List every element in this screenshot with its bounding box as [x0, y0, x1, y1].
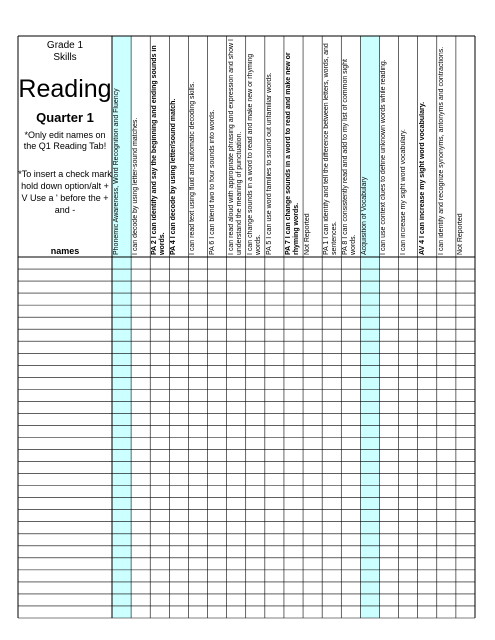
skill-column-header: Not Reported: [456, 213, 464, 255]
quarter-label: Quarter 1: [36, 110, 94, 125]
sheet-header-panel: [18, 36, 112, 256]
skill-column-header: I can read aloud with appropriate phrasing and expression and show I understand the meaning of punctuation.: [227, 39, 243, 255]
skill-column-header: PA 2 I can identify and say the beginning and ending sounds in words.: [151, 45, 167, 255]
check-mark-note: *To insert a check mark hold down option/alt + V Use a ' before the + and -: [18, 169, 112, 215]
skill-column-header: PA 1 I can identify and tell the difference between letters, words, and sentences.: [323, 43, 339, 255]
skill-column-header: PA 4 I can decode by using letter/sound match.: [170, 98, 178, 255]
skill-column-header: Phonemic Awareness, Word Recognition and Fluency: [113, 88, 120, 255]
edit-names-note: *Only edit names on the Q1 Reading Tab!: [23, 130, 107, 151]
skill-column-header: PA 7 I can change sounds in a word to read and make new or rhyming words.: [284, 52, 300, 255]
skill-column-header: I can identify and recognize synonyms, antonyms and contractions.: [437, 46, 445, 255]
skill-column-header: PA 8 I can consistently read and add to my list of common sight words.: [342, 59, 358, 255]
names-column-header: names: [50, 246, 80, 256]
skill-column-header: I can change sounds in a word to read and make new or rhyming words.: [246, 53, 262, 255]
skills-label: Skills: [53, 52, 77, 63]
skill-column-header: I can decode by using letter-sound matches.: [132, 117, 140, 255]
grade-label: Grade 1: [46, 40, 84, 51]
skill-column-header: AV 4 I can increase my sight word vocabulary.: [418, 101, 426, 255]
skill-column-header: I can read text using fluid and automatic decoding skills.: [189, 81, 197, 255]
skill-column-header: Not Reported: [304, 213, 312, 255]
skill-column-header: PA 5 I can use word families to sound out unfamiliar words.: [265, 72, 273, 255]
skill-column-header: Acquisition of Vocabulary: [361, 176, 369, 255]
skill-column-header: PA 6 I can blend two to four sounds into words.: [208, 109, 216, 255]
skill-column-header: I can increase my sight word vocabulary.: [399, 129, 407, 255]
sheet-title: Reading: [18, 75, 112, 103]
skill-column-header: I can use context clues to define unknown words while reading.: [380, 59, 388, 255]
